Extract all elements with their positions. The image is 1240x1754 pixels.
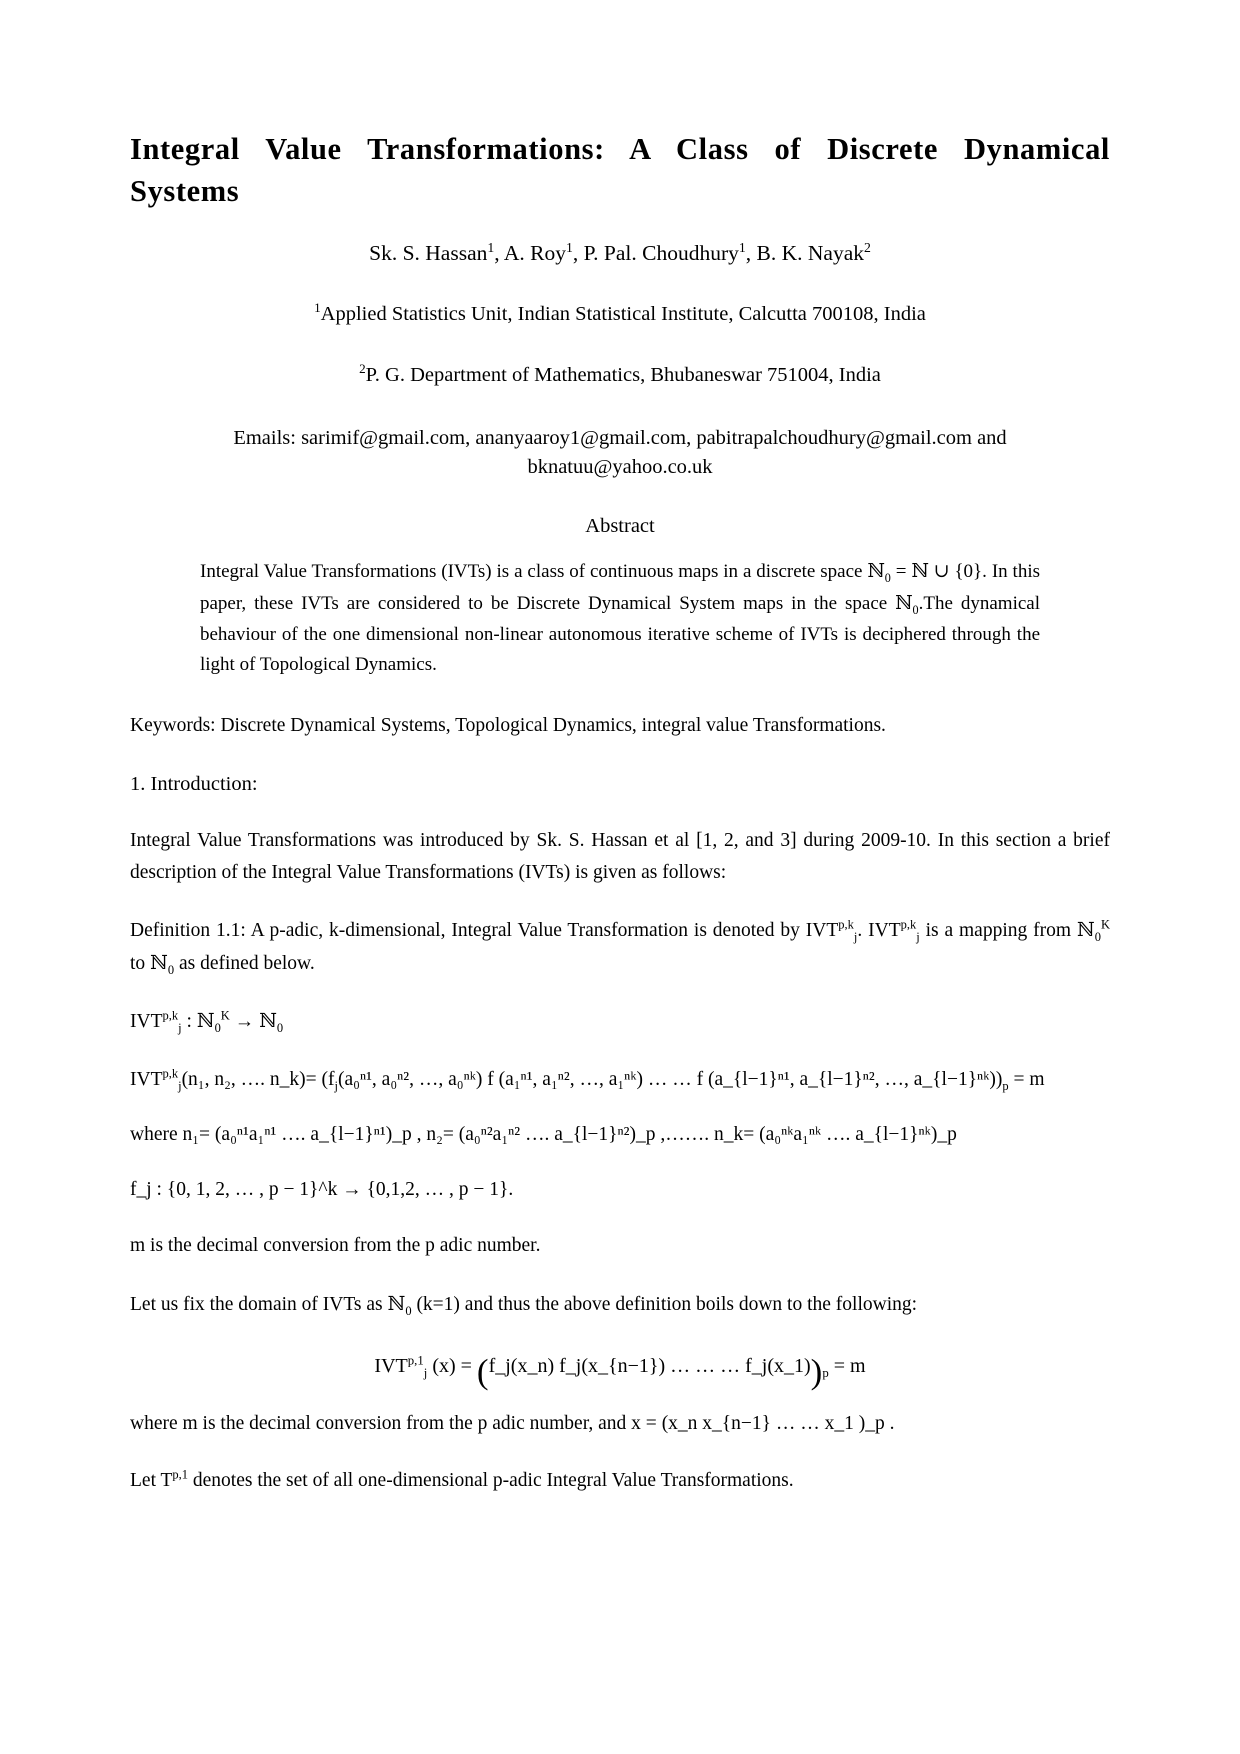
equals-sign: =	[890, 561, 912, 583]
affiliation-mark-1: 1	[314, 300, 321, 316]
author-separator-2: ,	[572, 241, 584, 266]
natural-numbers-fix: ℕ	[387, 1292, 406, 1316]
line-where-m	[130, 1408, 1110, 1440]
ivt-symbol-display	[374, 1352, 428, 1380]
display-equation	[130, 1351, 1110, 1391]
left-paren: (	[476, 1351, 489, 1391]
colon-separator: :	[181, 1011, 197, 1033]
ivt-base-1: IVT	[805, 920, 839, 942]
line-set-T	[130, 1465, 1110, 1497]
affiliation-1	[130, 300, 1110, 329]
ivt-sup-main: p,k	[162, 1066, 179, 1081]
paper-title: Integral Value Transformations: A Class of Discrete Dynamical Systems	[130, 132, 1110, 209]
line-m-decimal: m is the decimal conversion from the p adic number.	[130, 1235, 541, 1257]
domain-symbol	[1076, 917, 1110, 945]
domain-sup: K	[220, 1008, 230, 1023]
line-fix-domain	[130, 1288, 1110, 1321]
abstract-heading: Abstract	[585, 515, 655, 538]
line-T-part-1: Let T	[130, 1470, 173, 1492]
natural-numbers-subscript: 0	[884, 570, 891, 585]
ivt-subscript-1: j	[853, 930, 858, 945]
display-equation-result: = m	[828, 1354, 866, 1377]
author-name-4: B. K. Nayak	[756, 241, 864, 266]
keywords-line: Keywords: Discrete Dynamical Systems, Topological Dynamics, integral value Transformations.	[130, 715, 886, 737]
definition-tail-1: is a mapping from	[919, 920, 1077, 942]
codomain-symbol	[150, 950, 175, 977]
line-fix-part-1: Let us fix the domain of IVTs as	[130, 1294, 388, 1316]
ivt-sub-sig: j	[178, 1021, 182, 1036]
ivt-base-display: IVT	[374, 1354, 408, 1377]
equation-main-p-sub: p	[1002, 1078, 1009, 1093]
equation-main-equals: = (f	[305, 1068, 335, 1090]
author-affiliation-mark-4: 2	[864, 240, 871, 255]
domain-sub: 0	[214, 1021, 221, 1036]
natural-numbers-base: ℕ	[1076, 918, 1095, 942]
abstract-sentence-2: In this paper, these IVTs are considered to be Discrete Dynamical System maps in the space	[200, 561, 1041, 614]
email-label: Emails:	[233, 426, 296, 449]
equation-where: where n₁= (a₀ⁿ¹a₁ⁿ¹ …. a_{l−1}ⁿ¹)_p , n₂= (a₀ⁿ²a₁ⁿ² …. a_{l−1}ⁿ²)_p ,……. n_k= (a₀ⁿᵏa₁ⁿᵏ …. a_{l−1}ⁿᵏ)_p	[130, 1123, 957, 1145]
author-affiliation-mark-1: 1	[487, 240, 495, 255]
affiliation-mark-2: 2	[359, 361, 366, 377]
introduction-paragraph: Integral Value Transformations was introduced by Sk. S. Hassan et al [1, 2, and 3] during 2009-10. In this section a brief description of the Integral Value Transformations (IVTs) is given as follows:	[130, 830, 1110, 883]
ivt-superscript-2: p,k	[900, 917, 917, 932]
ivt-subscript-2: j	[916, 930, 920, 945]
equation-main-fj-sub: j	[334, 1078, 338, 1093]
display-equation-inner: f_j(x_n) f_j(x_{n−1}) … … … f_j(x_1)	[488, 1354, 811, 1377]
right-paren: )	[810, 1351, 823, 1391]
line-fix-symbol	[387, 1292, 412, 1318]
email-block	[130, 424, 1110, 483]
natural-numbers-symbol: ℕ	[867, 560, 885, 583]
natural-numbers-symbol-2: ℕ	[911, 560, 929, 583]
ivt-base-main: IVT	[130, 1068, 163, 1090]
natural-numbers-sub: 0	[1094, 930, 1101, 945]
email-line-2: bknatuu@yahoo.co.uk	[527, 456, 713, 479]
equation-fj-domain: f_j : {0, 1, 2, … , p − 1}^k → {0,1,2, … , p − 1}.	[130, 1179, 514, 1201]
definition-mid: .	[857, 920, 869, 942]
ivt-symbol-1	[805, 917, 858, 945]
abstract-space-symbol	[895, 591, 919, 617]
ivt-symbol-2	[868, 917, 920, 945]
definition-paragraph	[130, 914, 1110, 979]
definition-lead: Definition 1.1: A p-adic, k-dimensional, Integral Value Transformation is denoted by	[130, 920, 806, 942]
display-equation-argument: (x) =	[427, 1354, 477, 1377]
zero-set: {0}.	[954, 561, 987, 583]
natural-numbers-fix-sub: 0	[405, 1303, 412, 1318]
abstract-text	[200, 556, 1040, 681]
abstract-set-definition	[867, 560, 987, 585]
equation-main-body: (a₀ⁿ¹, a₀ⁿ², …, a₀ⁿᵏ) f (a₁ⁿ¹, a₁ⁿ², …, a₁ⁿᵏ) … … f (a_{l−1}ⁿ¹, a_{l−1}ⁿ², …, a_{l−1}ⁿᵏ))	[338, 1068, 1003, 1090]
definition-tail-3: as defined below.	[174, 952, 315, 974]
codomain-base: ℕ	[259, 1009, 277, 1033]
ivt-sup-sig: p,k	[162, 1008, 179, 1023]
signature-domain	[196, 1008, 230, 1036]
email-line-1: sarimif@gmail.com, ananyaaroy1@gmail.com, pabitrapalchoudhury@gmail.com and	[301, 426, 1007, 449]
abstract-sentence-1: Integral Value Transformations (IVTs) is a class of continuous maps in a discrete space	[200, 561, 863, 583]
ivt-symbol-main	[130, 1066, 182, 1093]
abstract-sentence-3: .The dynamical behaviour of the one dimensional non-linear autonomous iterative scheme of IVTs is deciphered through the light of Topological Dynamics.	[200, 592, 1040, 676]
line-fix-part-2: (k=1) and thus the above definition boils down to the following:	[411, 1294, 918, 1316]
author-name-3: P. Pal. Choudhury	[583, 241, 739, 266]
author-separator-3: ,	[745, 241, 757, 266]
affiliation-text-2: P. G. Department of Mathematics, Bhubaneswar 751004, India	[365, 363, 881, 386]
author-list	[130, 238, 1110, 268]
author-affiliation-mark-2: 1	[565, 240, 573, 255]
union-symbol: ∪	[928, 561, 955, 583]
equation-main-result: = m	[1008, 1068, 1045, 1090]
natural-numbers-base-b: ℕ	[150, 950, 168, 974]
ivt-symbol-signature	[130, 1008, 182, 1036]
section-heading-introduction: 1. Introduction:	[130, 773, 258, 796]
author-affiliation-mark-3: 1	[738, 240, 746, 255]
author-name-2: A. Roy	[503, 241, 566, 266]
display-equation-p-sub: p	[822, 1365, 829, 1380]
ivt-sup-display: p,1	[407, 1352, 424, 1367]
equation-signature	[130, 1005, 1110, 1038]
ivt-sub-display: j	[423, 1365, 428, 1380]
ivt-superscript-1: p,k	[838, 917, 854, 932]
ivt-base-2: IVT	[868, 920, 901, 942]
equation-main	[130, 1065, 1110, 1094]
affiliation-2	[130, 361, 1110, 390]
equation-main-arguments: (n₁, n₂, …. n_k)	[181, 1068, 306, 1090]
line-where-m-part-2: (x_n x_{n−1} … … x_1 )_p .	[661, 1412, 895, 1434]
author-separator-1: ,	[494, 241, 504, 266]
line-T-part-2: denotes the set of all one-dimensional p-adic Integral Value Transformations.	[188, 1470, 794, 1492]
natural-numbers-subscript-3: 0	[912, 602, 919, 617]
natural-numbers-sup: K	[1100, 917, 1110, 932]
natural-numbers-symbol-3: ℕ	[895, 591, 913, 614]
author-name-1: Sk. S. Hassan	[369, 241, 488, 266]
arrow-symbol: →	[229, 1011, 260, 1033]
signature-codomain	[259, 1009, 284, 1036]
affiliation-text-1: Applied Statistics Unit, Indian Statistical Institute, Calcutta 700108, India	[320, 303, 926, 326]
ivt-base-sig: IVT	[130, 1011, 163, 1033]
domain-base: ℕ	[196, 1009, 215, 1033]
definition-tail-2: to	[130, 952, 151, 974]
codomain-sub: 0	[276, 1021, 284, 1036]
line-where-m-part-1: where m is the decimal conversion from the p adic number, and x =	[130, 1412, 662, 1434]
ivt-sub-main: j	[178, 1078, 182, 1093]
natural-numbers-sub-b: 0	[167, 962, 175, 977]
line-T-superscript: p,1	[172, 1467, 189, 1482]
